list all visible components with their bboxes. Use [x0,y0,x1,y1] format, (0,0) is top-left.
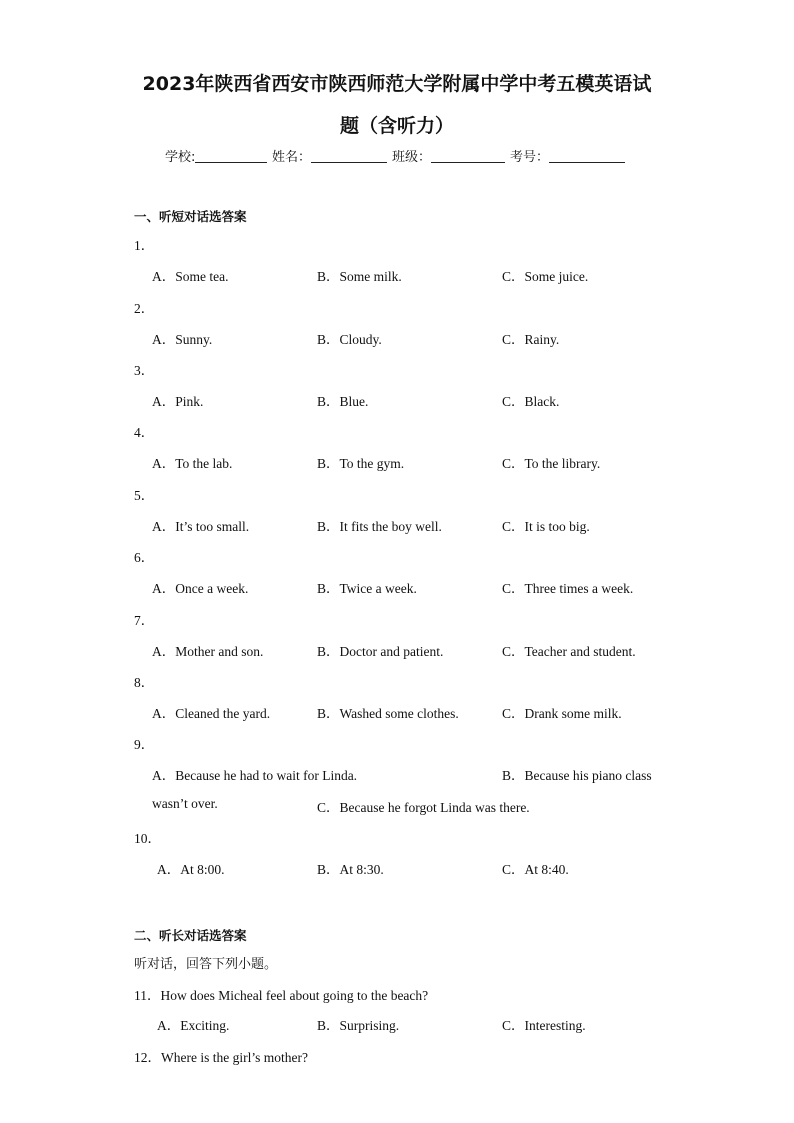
option-b[interactable]: B．It fits the boy well. [317,519,442,534]
option-c[interactable]: C．To the library. [502,456,601,471]
page-title-line2: 题（含听力） [339,115,454,137]
question-number: 8． [134,675,155,690]
option-b[interactable]: B．Doctor and patient. [317,644,444,659]
question-number: 4． [134,425,155,440]
question-number: 9． [134,737,155,752]
section1-heading: 一、听短对话选答案 [134,209,247,224]
question-number: 7． [134,613,155,628]
option-b[interactable]: B．At 8:30. [317,862,384,877]
option-c[interactable]: C．At 8:40. [502,862,569,877]
question-number: 5． [134,488,155,503]
option-b[interactable]: B．To the gym. [317,456,405,471]
option-a[interactable]: A．At 8:00. [157,862,225,877]
option-b[interactable]: B．Blue. [317,394,369,409]
question-number: 1． [134,238,155,253]
option-a[interactable]: A．Some tea. [152,269,229,284]
name-field[interactable] [272,146,387,165]
option-b[interactable]: B．Washed some clothes. [317,706,459,721]
option-a[interactable]: A．It’s too small. [152,519,250,534]
question-number: 10． [134,831,161,846]
name-label: 姓名： [272,150,312,165]
option-b[interactable]: B．Some milk. [317,269,402,284]
option-a[interactable]: A．Once a week. [152,581,249,596]
question-number: 3． [134,363,155,378]
option-a[interactable]: A．Because he had to wait for Linda. [152,768,358,783]
option-c[interactable]: C．Black. [502,394,560,409]
option-b[interactable]: B．Twice a week. [317,581,417,596]
question-number: 6． [134,550,155,565]
class-label: 班级： [392,150,432,165]
option-b[interactable]: B．Cloudy. [317,332,382,347]
section2-intro: 听对话，回答下列小题。 [134,957,278,972]
school-blank[interactable] [195,148,267,163]
option-c[interactable]: C．It is too big. [502,519,590,534]
option-b[interactable]: B．Surprising. [317,1018,400,1033]
school-field[interactable] [165,146,267,165]
option-c[interactable]: C．Three times a week. [502,581,634,596]
option-b-continued: wasn’t over. [152,796,218,811]
question-11-text: 11．How does Micheal feel about going to the beach? [134,988,429,1003]
page-title-line1: 2023年陕西省西安市陕西师范大学附属中学中考五模英语试 [142,73,652,95]
option-a[interactable]: A．Mother and son. [152,644,264,659]
option-c[interactable]: C．Rainy. [502,332,560,347]
option-b[interactable]: B．Because his piano class [502,768,652,783]
school-label: 学校: [165,150,196,165]
option-c[interactable]: C．Drank some milk. [502,706,622,721]
name-blank[interactable] [311,148,387,163]
option-a[interactable]: A．To the lab. [152,456,233,471]
option-c[interactable]: C．Some juice. [502,269,589,284]
section2-heading: 二、听长对话选答案 [134,928,247,943]
option-a[interactable]: A．Exciting. [157,1018,230,1033]
exam-no-label: 考号： [510,150,550,165]
option-a[interactable]: A．Cleaned the yard. [152,706,271,721]
class-blank[interactable] [431,148,505,163]
question-12-text: 12．Where is the girl’s mother? [134,1050,308,1065]
exam-no-field[interactable] [510,146,625,165]
option-c[interactable]: C．Interesting. [502,1018,586,1033]
option-c[interactable]: C．Because he forgot Linda was there. [317,800,530,815]
exam-no-blank[interactable] [549,148,625,163]
option-c[interactable]: C．Teacher and student. [502,644,636,659]
class-field[interactable] [392,146,505,165]
option-a[interactable]: A．Sunny. [152,332,213,347]
question-number: 2． [134,301,155,316]
option-a[interactable]: A．Pink. [152,394,204,409]
